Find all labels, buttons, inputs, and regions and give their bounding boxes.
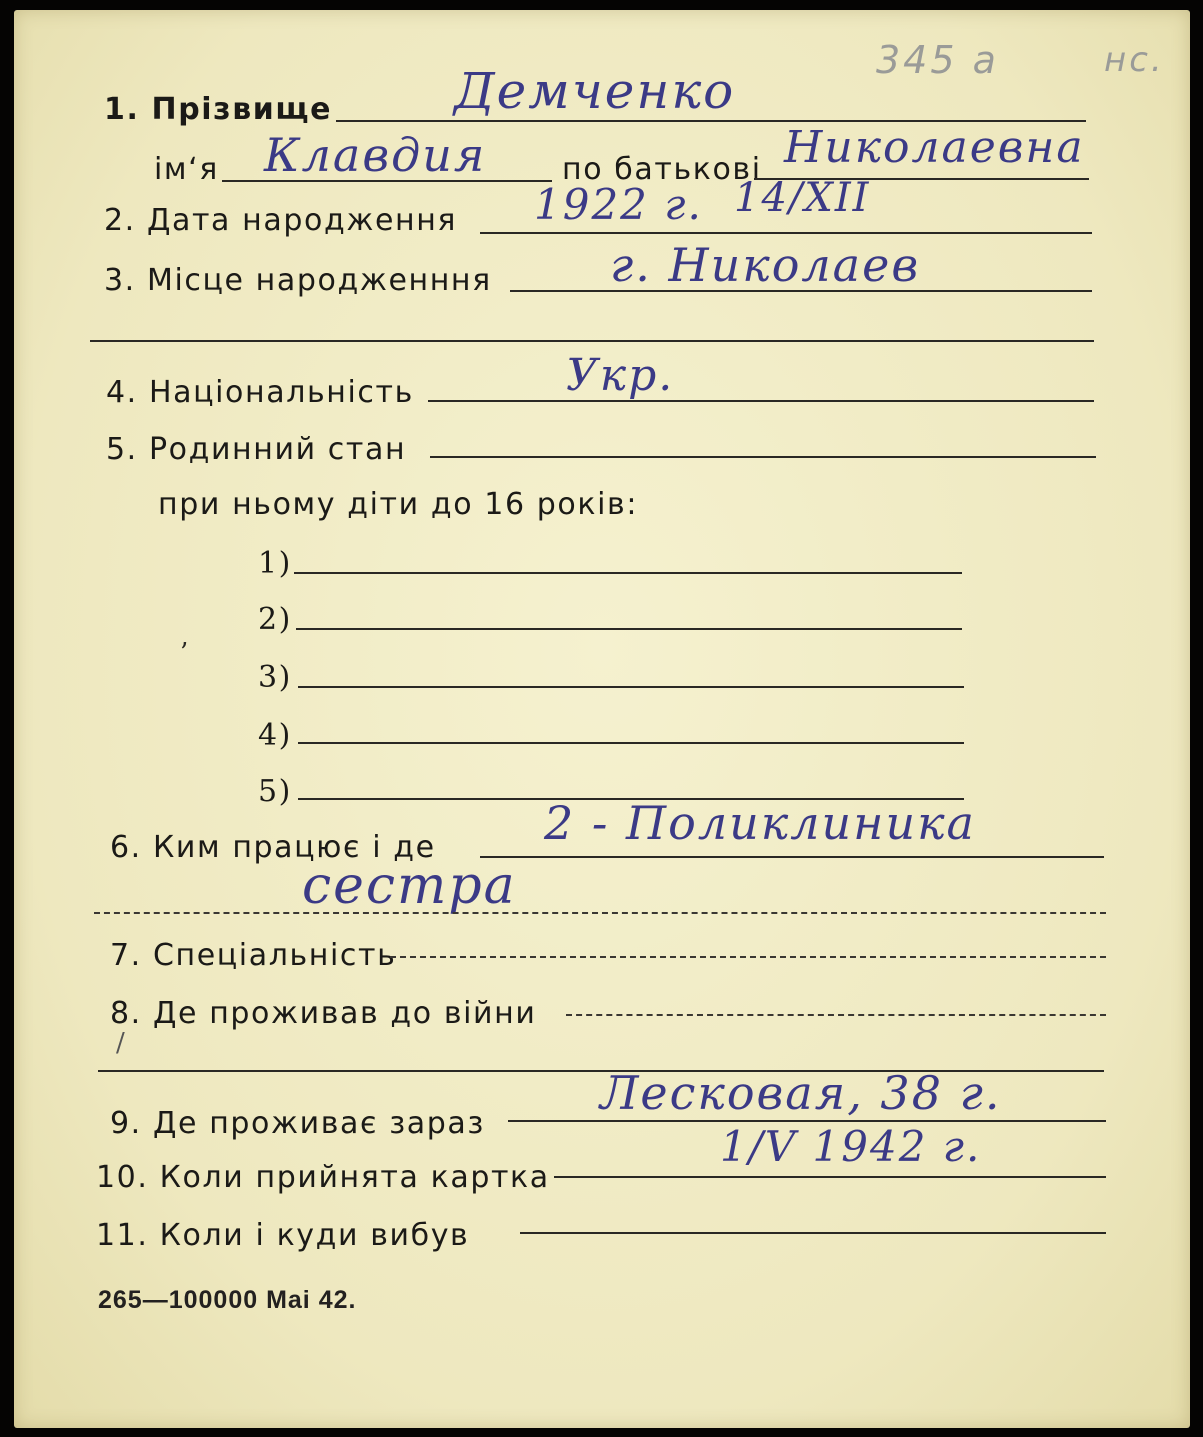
work-value-position: сестра [302, 856, 517, 916]
children-label: при ньому діти до 16 років: [158, 487, 639, 522]
prewar-residence-label: 8. Де проживав до війни [110, 996, 537, 1031]
child-1-line [294, 572, 962, 574]
specialty-label: 7. Спеціальність [110, 938, 397, 973]
pencil-stroke: / [116, 1028, 125, 1058]
nationality-value: Укр. [566, 350, 675, 401]
archive-initials: нс. [1104, 40, 1165, 80]
surname-value: Демченко [454, 62, 736, 120]
current-residence-value: Лесковая, 38 г. [600, 1066, 1002, 1120]
birth-place-line-2 [90, 340, 1094, 342]
child-5-label: 5) [258, 774, 292, 809]
ink-mark: ’ [180, 638, 189, 668]
nationality-line [428, 400, 1094, 402]
nationality-label: 4. Національність [106, 375, 414, 410]
birth-place-value: г. Николаев [610, 238, 921, 292]
work-line [480, 856, 1104, 858]
card-accepted-value: 1/V 1942 г. [720, 1122, 982, 1171]
child-4-line [298, 742, 964, 744]
child-3-label: 3) [258, 660, 292, 695]
birth-date-value: 1922 г. [534, 180, 703, 229]
prewar-residence-line [566, 1014, 1106, 1016]
child-1-label: 1) [258, 546, 292, 581]
current-residence-label: 9. Де проживає зараз [110, 1106, 485, 1141]
work-value: 2 - Поликлиника [544, 796, 976, 850]
birth-date-label: 2. Дата народження [104, 203, 458, 238]
first-name-label: ім‘я [154, 152, 219, 187]
first-name-value: Клавдия [264, 128, 487, 182]
child-2-line [296, 628, 962, 630]
registration-card [14, 10, 1190, 1428]
archive-number: 345 а [876, 38, 999, 82]
birth-date-line [480, 232, 1092, 234]
birth-place-label: 3. Місце народженння [104, 263, 492, 298]
child-2-label: 2) [258, 602, 292, 637]
surname-label: 1. Прізвище [104, 92, 333, 127]
birth-date-value-day: 14/XII [734, 175, 871, 221]
child-4-label: 4) [258, 718, 292, 753]
child-3-line [298, 686, 964, 688]
card-accepted-line [554, 1176, 1106, 1178]
patronymic-value: Николаевна [784, 122, 1085, 173]
departed-label: 11. Коли і куди вибув [96, 1218, 470, 1253]
family-status-label: 5. Родинний стан [106, 432, 407, 467]
print-code: 265—100000 Mai 42. [98, 1286, 357, 1314]
specialty-line [390, 956, 1106, 958]
work-line-2 [94, 912, 1106, 914]
patronymic-label: по батькові [562, 152, 762, 187]
card-accepted-label: 10. Коли прийнята картка [96, 1160, 550, 1195]
family-status-line [430, 456, 1096, 458]
departed-line [520, 1232, 1106, 1234]
work-label: 6. Ким працює і де [110, 830, 436, 865]
